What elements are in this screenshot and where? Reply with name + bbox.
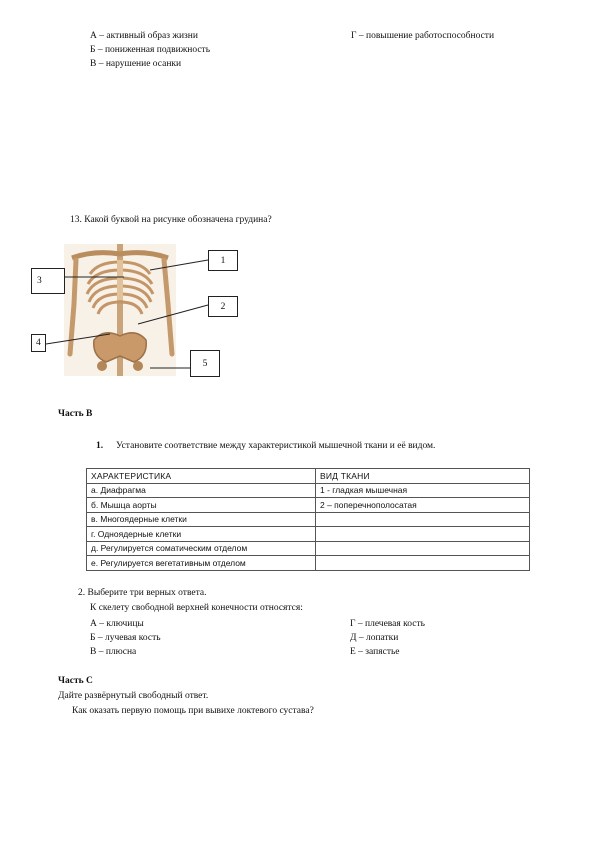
label-box-1: 1: [208, 250, 238, 271]
table-row: [87, 527, 530, 542]
q2-option-g: Г – плечевая кость: [350, 619, 425, 629]
table-cell: д. Регулируется соматическим отделом: [87, 541, 316, 556]
part-c-heading: Часть С: [58, 676, 93, 686]
option-g: Г – повышение работоспособности: [351, 31, 495, 41]
q2-option-d: Д – лопатки: [350, 633, 399, 643]
part-b-q1-number: 1.: [96, 441, 104, 451]
table-cell: г. Одноядерные клетки: [87, 527, 316, 542]
part-b-q2-text: К скелету свободной верхней конечности относятся:: [90, 603, 303, 613]
matching-table: [86, 468, 530, 571]
table-cell: 2 – поперечнополосатая: [316, 498, 530, 513]
label-box-5: 5: [190, 350, 220, 377]
part-c-question: Как оказать первую помощь при вывихе локтевого сустава?: [72, 706, 314, 716]
option-v: В – нарушение осанки: [90, 59, 182, 69]
table-cell: [316, 556, 530, 571]
table-row: [87, 498, 530, 513]
pointer-lines: [0, 0, 595, 400]
q2-option-e: Е – запястье: [350, 647, 400, 657]
option-b: Б – пониженная подвижность: [90, 45, 211, 55]
table-cell: 1 - гладкая мышечная: [316, 483, 530, 498]
table-cell: б. Мышца аорты: [87, 498, 316, 513]
table-header-tissue-type: ВИД ТКАНИ: [316, 469, 530, 484]
table-row: [87, 483, 530, 498]
q2-option-v: В – плюсна: [90, 647, 137, 657]
part-b-heading: Часть В: [58, 409, 93, 419]
part-c-instruction: Дайте развёрнутый свободный ответ.: [58, 691, 209, 701]
q2-option-a: А – ключицы: [90, 619, 144, 629]
table-cell: в. Многоядерные клетки: [87, 512, 316, 527]
table-header-characteristic: ХАРАКТЕРИСТИКА: [87, 469, 316, 484]
q2-option-b: Б – лучевая кость: [90, 633, 161, 643]
part-b-q2-title: 2. Выберите три верных ответа.: [78, 588, 207, 598]
table-header-row: [87, 469, 530, 484]
question-13: 13. Какой буквой на рисунке обозначена грудина?: [70, 215, 272, 225]
table-cell: [316, 512, 530, 527]
table-cell: е. Регулируется вегетативным отделом: [87, 556, 316, 571]
table-row: [87, 541, 530, 556]
part-b-q1-text: Установите соответствие между характеристикой мышечной ткани и её видом.: [116, 441, 436, 451]
table-cell: [316, 527, 530, 542]
option-a: А – активный образ жизни: [90, 31, 198, 41]
label-box-3: 3: [31, 268, 65, 294]
table-row: [87, 512, 530, 527]
table-cell: [316, 541, 530, 556]
label-box-2: 2: [208, 296, 238, 317]
label-box-4: 4: [31, 334, 46, 352]
table-row: [87, 556, 530, 571]
table-cell: а. Диафрагма: [87, 483, 316, 498]
